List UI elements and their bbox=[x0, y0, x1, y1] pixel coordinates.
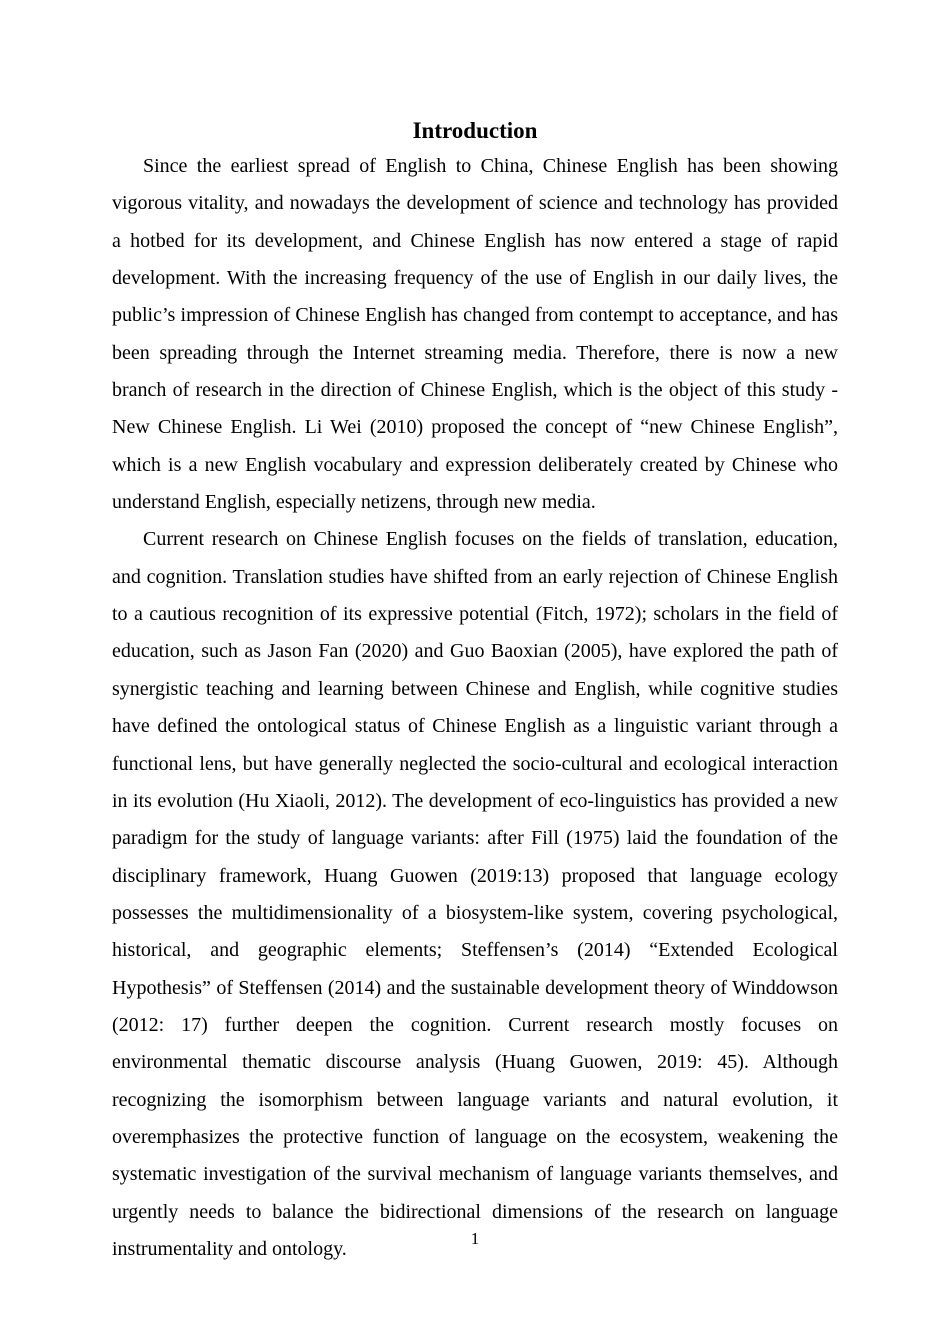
text-block bbox=[112, 110, 838, 1268]
page-title: Introduction bbox=[412, 118, 538, 143]
paragraph-2: Current research on Chinese English focuses on the fields of translation, education, and cognition. Translation studies have shifted from an early rejection of Chinese English to a cautious recognition of its expressive potential (Fitch, 1972); scholars in the field of education, such as Jason Fan (2020) and Guo Baoxian (2005), have explored the path of synergistic teaching and learning between Chinese and English, while cognitive studies have defined the ontological status of Chinese English as a linguistic variant through a functional lens, but have generally neglected the socio-cultural and ecological interaction in its evolution (Hu Xiaoli, 2012). The development of eco-linguistics has provided a new paradigm for the study of language variants: after Fill (1975) laid the foundation of the disciplinary framework, Huang Guowen (2019:13) proposed that language ecology possesses the multidimensionality of a biosystem-like system, covering psychological, historical, and geographic elements; Steffensen’s (2014) “Extended Ecological Hypothesis” of Steffensen (2014) and the sustainable development theory of Winddowson (2012: 17) further deepen the cognition. Current research mostly focuses on environmental thematic discourse analysis (Huang Guowen, 2019: 45). Although recognizing the isomorphism between language variants and natural evolution, it overemphasizes the protective function of language on the ecosystem, weakening the systematic investigation of the survival mechanism of language variants themselves, and urgently needs to balance the bidirectional dimensions of the research on language instrumentality and ontology. bbox=[112, 528, 838, 1260]
page-number: 1 bbox=[470, 1229, 480, 1248]
paragraph-1: Since the earliest spread of English to China, Chinese English has been showing vigorous vitality, and nowadays the development of science and technology has provided a hotbed for its development, and Chinese English has now entered a stage of rapid development. With the increasing frequency of the use of English in our daily lives, the public’s impression of Chinese English has changed from contempt to acceptance, and has been spreading through the Internet streaming media. Therefore, there is now a new branch of research in the direction of Chinese English, which is the object of this study - New Chinese English. Li Wei (2010) proposed the concept of “new Chinese English”, which is a new English vocabulary and expression deliberately created by Chinese who understand English, especially netizens, through new media. bbox=[112, 155, 838, 514]
